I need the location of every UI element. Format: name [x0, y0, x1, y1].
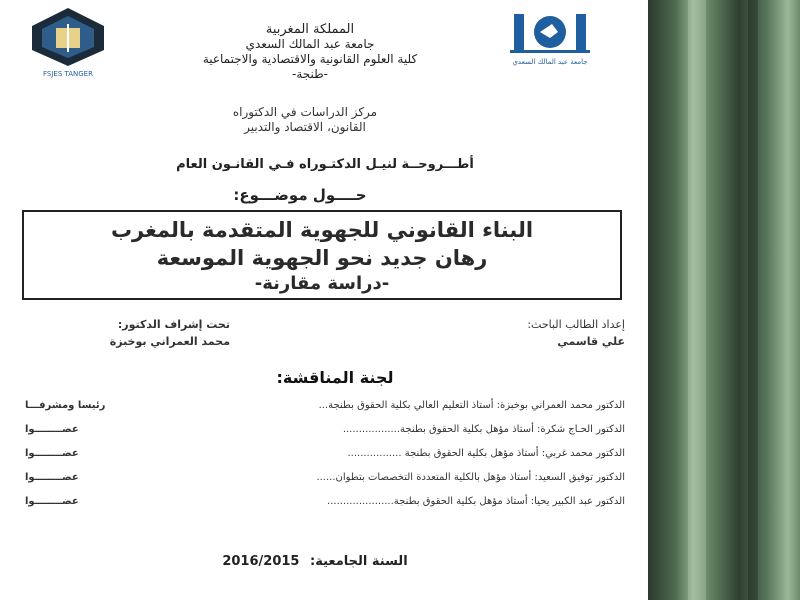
jury-row: [25, 472, 625, 488]
university-logo-caption: جامعة عبد المالك السعدي: [512, 58, 588, 66]
academic-year-label: السنة الجامعية:: [310, 554, 408, 569]
jury-member-role: عضــــــــوا: [25, 496, 79, 507]
academic-year-value: 2016/2015: [222, 554, 300, 569]
university-logo: [500, 8, 600, 68]
title-line2: رهان جديد نحو الجهوية الموسعة: [156, 246, 488, 270]
institution-header: [130, 22, 490, 82]
kingdom-name: المملكة المغربية: [265, 22, 355, 37]
doctoral-center: [160, 105, 450, 135]
jury-row: [25, 424, 625, 440]
supervisor-label: تحت إشراف الدكتور:: [117, 318, 230, 331]
jury-member-role: عضــــــــوا: [25, 424, 79, 435]
student-label: إعداد الطالب الباحث:: [527, 318, 625, 331]
jury-member-name: الدكتور عبد الكبير يحيا: أستاذ مؤهل بكلية الحقوق بطنجة.....................: [327, 496, 625, 507]
jury-member-name: الدكتور محمد غربي: أستاذ مؤهل بكلية الحقوق بطنجة .................: [347, 448, 625, 459]
jury-member-name: الدكتور توفيق السعيد: أستاذ مؤهل بالكلية المتعددة التخصصات بتطوان......: [316, 472, 625, 483]
faculty-logo-caption: FSJES TANGER: [43, 70, 93, 78]
doctoral-center-line1: مركز الدراسات في الدكتوراه: [232, 105, 378, 119]
jury-row: [25, 400, 625, 416]
topic-label: حــــول موضـــوع:: [233, 186, 367, 204]
doctoral-center-line2: القانون، الاقتصاد والتدبير: [244, 120, 366, 134]
supervisor-name: محمد العمراني بوخبزة: [109, 335, 230, 348]
jury-member-role: عضــــــــوا: [25, 472, 79, 483]
city-name: -طنجة-: [291, 67, 328, 81]
side-panel-stripe: [748, 0, 758, 600]
jury-member-name: الدكتور محمد العمراني بوخبزة: أستاذ التعليم العالي بكلية الحقوق بطنجة...: [318, 400, 625, 411]
side-panel-stripe: [688, 0, 706, 600]
student-block: [470, 318, 625, 348]
supervisor-block: [80, 318, 230, 348]
title-line3: -دراسة مقارنة-: [254, 273, 390, 294]
faculty-logo: [22, 6, 114, 78]
jury-title: لجنة المناقشة:: [276, 368, 394, 387]
title-line1: البناء القانوني للجهوية المتقدمة بالمغرب: [110, 218, 534, 242]
jury-member-name: الدكتور الحـاج شكرة: أستاذ مؤهل بكلية الحقوق بطنجة..................: [342, 424, 625, 435]
title-box: [22, 210, 622, 300]
jury-row: [25, 496, 625, 512]
decorative-side-panel: [648, 0, 800, 600]
academic-year: [190, 554, 440, 569]
thesis-line: أطـــروحــة لنيـل الدكتـوراه فـي القانـون العام: [176, 157, 474, 172]
student-name: علي قاسمي: [557, 335, 625, 348]
jury-member-role: رئيسا ومشرفـــا: [25, 400, 106, 411]
university-name: جامعة عبد المالك السعدي: [245, 37, 375, 51]
jury-row: [25, 448, 625, 464]
jury-member-role: عضــــــــوا: [25, 448, 79, 459]
faculty-name: كلية العلوم القانونية والاقتصادية والاجتماعية: [202, 52, 418, 66]
